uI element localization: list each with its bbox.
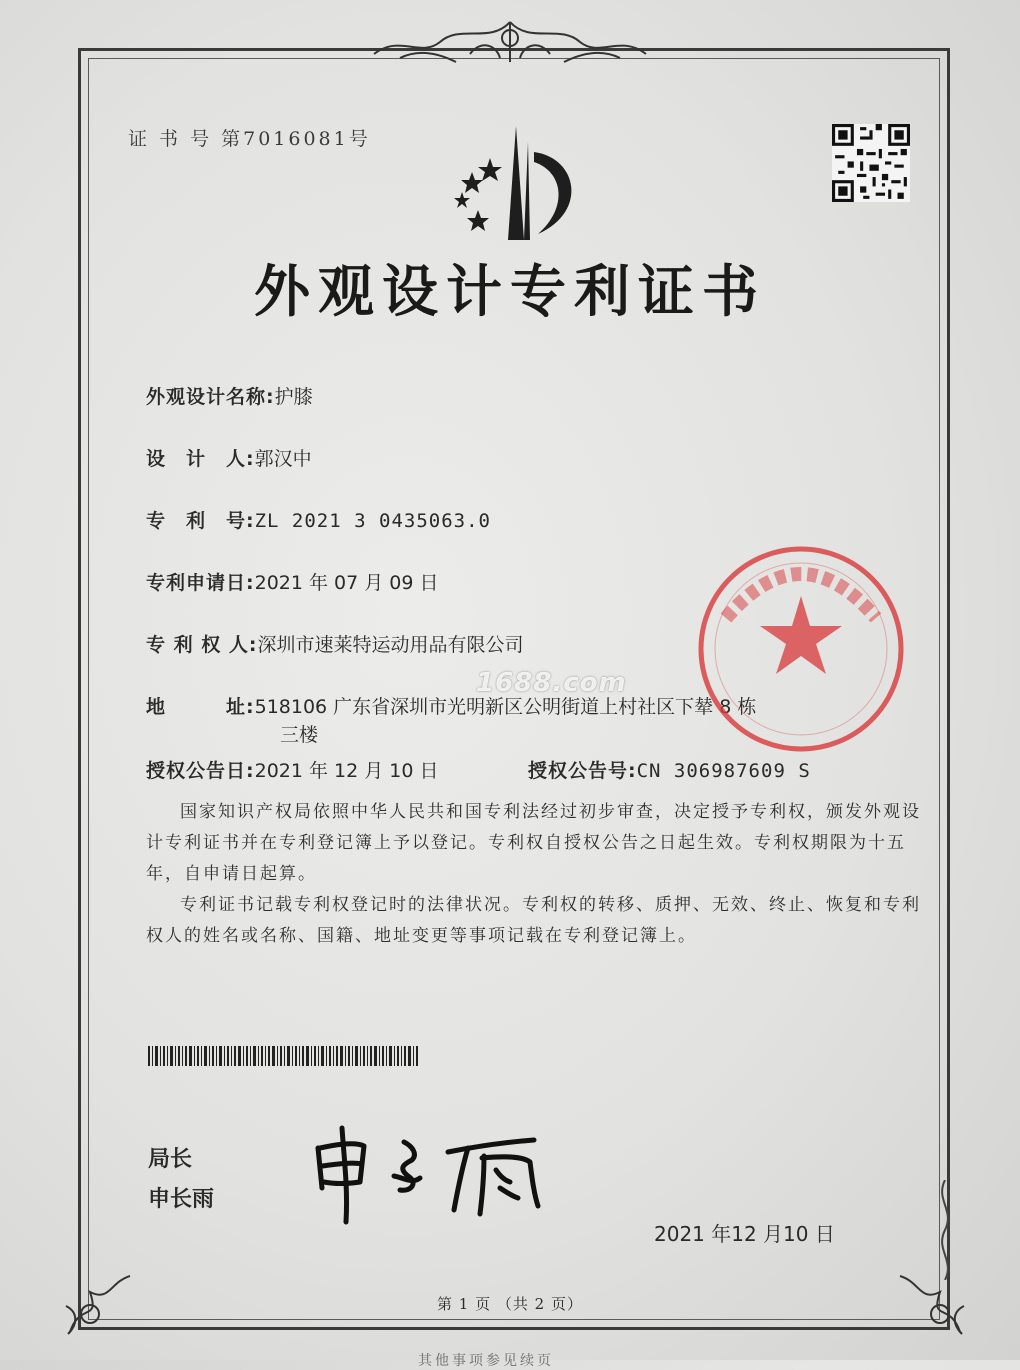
grant-number-value: CN 306987609 S — [636, 760, 811, 782]
footer-continuation-note: 其他事项参见续页 — [418, 1353, 554, 1369]
patentee-label: 专 利 权 人: — [146, 634, 258, 656]
patentee-field — [146, 630, 523, 657]
top-ornament-icon — [360, 14, 660, 70]
patentee-value: 深圳市速莱特运动用品有限公司 — [257, 634, 524, 656]
address-label: 地 址: — [146, 696, 255, 718]
patent-number-field — [146, 506, 491, 533]
design-name-label: 外观设计名称: — [146, 386, 275, 408]
design-name-value: 护膝 — [274, 386, 313, 408]
cnipa-watermark-1: ​ — [587, 404, 633, 501]
legal-paragraph-2: 专利证书记载专利权登记时的法律状况。专利权的转移、质押、无效、终止、恢复和专利权人的姓名或名称、国籍、地址变更等事项记载在专利登记簿上。 — [146, 895, 921, 946]
issue-date: 2021 年12 月10 日 — [654, 1222, 835, 1246]
address-field-line2 — [280, 720, 318, 747]
designer-label: 设 计 人: — [146, 448, 255, 470]
site-watermark: 1688.com — [476, 668, 627, 698]
certificate-title: 外观设计专利证书 — [254, 260, 766, 325]
patent-number-value: ZL 2021 3 0435063.0 — [254, 510, 491, 532]
legal-paragraph-1: 国家知识产权局依照中华人民共和国专利法经过初步审查，决定授予专利权，颁发外观设计专利证书并在专利登记簿上予以登记。专利权自授权公告之日起生效。专利权期限为十五年，自申请日起算。 — [146, 802, 921, 884]
handwritten-signature — [308, 1118, 548, 1228]
address-field — [146, 692, 756, 719]
cnipa-emblem-icon — [438, 122, 598, 252]
certificate-number: 证 书 号 第7016081号 — [128, 128, 371, 150]
address-value-line1: 518106 广东省深圳市光明新区公明街道上村社区下辇 8 栋 — [254, 696, 757, 718]
right-border-ornament-icon — [930, 1180, 960, 1280]
designer-field — [146, 444, 312, 471]
grant-number-label: 授权公告号: — [528, 760, 637, 782]
filing-date-label: 专利申请日: — [146, 572, 255, 594]
grant-date-value: 2021 年 12 月 10 日 — [254, 760, 439, 782]
grant-date-label: 授权公告日: — [146, 760, 255, 782]
filing-date-field — [146, 568, 439, 595]
filing-date-value: 2021 年 07 月 09 日 — [254, 572, 439, 594]
address-value-line2: 三楼 — [280, 724, 319, 746]
grant-date-field — [146, 756, 439, 783]
barcode-icon — [148, 1046, 418, 1066]
grant-number-field — [528, 756, 811, 783]
designer-value: 郭汉中 — [254, 448, 312, 470]
signatory-name: 申长雨 — [148, 1187, 215, 1212]
design-name-field — [146, 382, 313, 409]
page-indicator: 第 1 页 （共 2 页） — [437, 1295, 583, 1313]
company-seal-stamp — [692, 540, 910, 758]
patent-number-label: 专 利 号: — [146, 510, 255, 532]
signatory-title: 局长 — [148, 1147, 193, 1172]
qr-code-icon — [832, 124, 910, 202]
